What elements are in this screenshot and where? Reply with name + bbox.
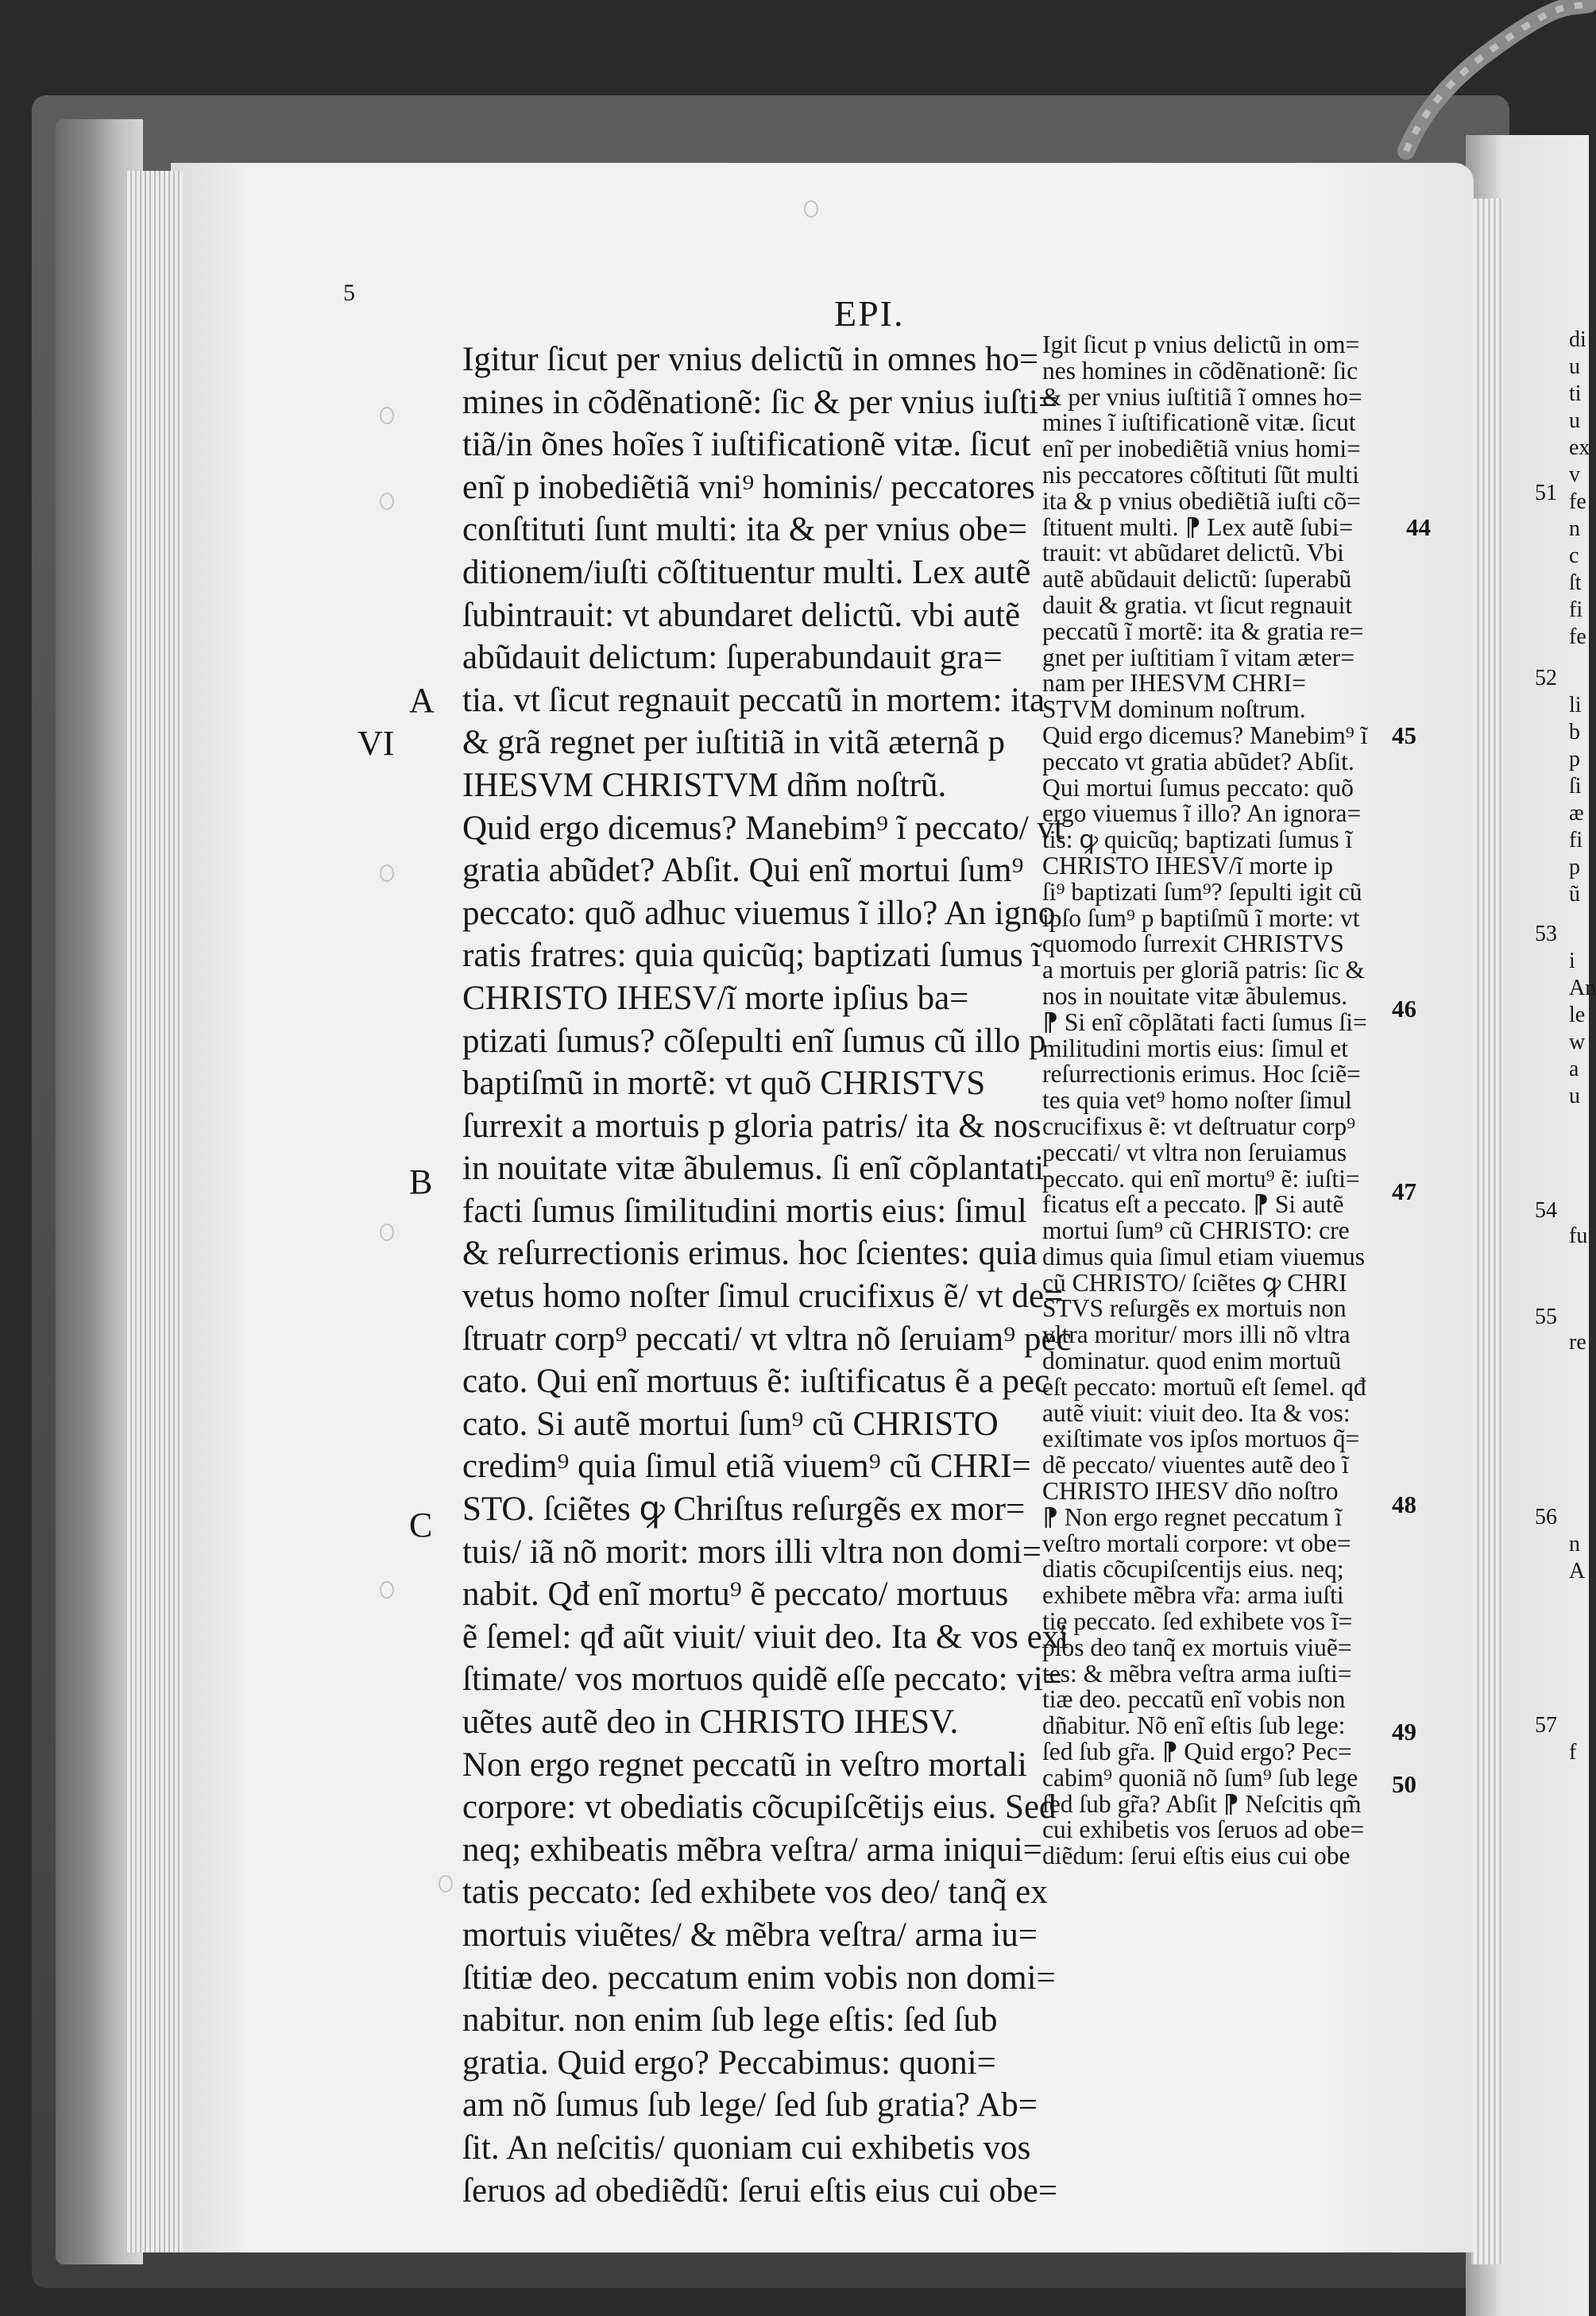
gloss-text-line: dauit & gratia. vt ſicut regnauit [1042,590,1353,619]
facing-page-number: 53 [1535,922,1557,946]
main-text-line: mines in cõdẽnationẽ: ſic & per vnius iuſti= [462,383,1058,421]
main-text-line: credim⁹ quia ſimul etiã viuem⁹ cũ CHRI= [462,1448,1031,1486]
gloss-text-line: Quid ergo dicemus? Manebim⁹ ĩ [1042,721,1368,749]
verse-number: 50 [1392,1770,1416,1798]
margin-hole [380,493,394,510]
gloss-text-line: ergo viuemus ĩ illo? An ignora= [1042,799,1362,828]
main-text-line: vetus homo noſter ſimul crucifixus ẽ/ vt de= [462,1278,1064,1316]
chapter-mark: VI [357,724,395,763]
main-text-line: ſurrexit a mortuis p gloria patris/ ita & nos [462,1107,1041,1145]
main-text-line: nabit. Qđ enĩ mortu⁹ ẽ peccato/ mortuus [462,1576,1009,1614]
facing-page-fragment: fi [1569,828,1583,853]
facing-page-number: 54 [1535,1198,1557,1223]
margin-letter-c: C [409,1506,433,1545]
gloss-text-line: ſtituent multi. ⁋ Lex autẽ ſubi= [1042,512,1354,541]
facing-page-fragment: p [1569,855,1580,880]
margin-letter-b: B [409,1162,433,1201]
gloss-text-line: nam per IHESVM CHRI= [1042,669,1306,698]
facing-page-fragment: p [1569,747,1580,771]
verse-number: 48 [1392,1491,1416,1518]
verse-number: 46 [1392,995,1416,1023]
facing-page-fragment: i [1569,949,1575,973]
main-text-line: Quid ergo dicemus? Manebim⁹ ĩ peccato/ vt [462,809,1064,847]
gloss-text-line: eſt peccato: mortuũ eſt ſemel. qđ [1042,1372,1366,1401]
main-text-line: baptiſmũ in mortẽ: vt quõ CHRISTVS [462,1065,986,1103]
main-text-line: uẽtes autẽ deo in CHRISTO IHESV. [462,1703,959,1741]
page-edges [127,171,183,2252]
gloss-text-line: ſi⁹ baptizati ſum⁹? ſepulti igit cũ [1042,877,1362,906]
facing-page-fragment: di [1569,327,1586,352]
gloss-text-line: cabim⁹ quoniã nõ ſum⁹ ſub lege [1042,1763,1358,1792]
gloss-text-line: peccatũ ĩ mortẽ: ita & gratia re= [1042,617,1364,645]
main-text-line: & reſurrectionis erimus. hoc ſcientes: quia [462,1235,1038,1273]
facing-page-fragment: ex [1569,435,1590,460]
facing-page-fragment: u [1569,354,1580,379]
gloss-text-line: reſurrectionis erimus. Hoc ſciẽ= [1042,1060,1361,1088]
running-head: EPI. [834,293,905,334]
main-text-line: IHESVM CHRISTVM dñm noſtrũ. [462,766,947,804]
facing-page-fragment: a [1569,1057,1579,1081]
gloss-text-line: exiſtimate vos ipſos mortuos q̃= [1042,1425,1360,1453]
facing-page-fragment: fi [1569,597,1583,622]
main-text-line: facti ſumus ſimilitudini mortis eius: ſimul [462,1192,1027,1230]
gloss-text-line: autẽ abũdauit delictũ: ſuperabũ [1042,565,1352,593]
gloss-text-line: diẽdum: ſerui eſtis eius cui obe [1042,1842,1351,1870]
facing-page-fragment: ti [1569,381,1582,406]
facing-page-fragment: f [1569,1740,1577,1765]
gloss-text-column [1042,332,1367,1869]
gloss-text-line: a mortuis per gloriã patris: ſic & [1042,956,1365,984]
main-text-line: Igitur ſicut per vnius delictũ in omnes ho= [462,341,1039,378]
gloss-text-line: dñabitur. Nõ enĩ eſtis ſub lege: [1042,1711,1346,1740]
main-text-line: peccato: quõ adhuc viuemus ĩ illo? An igno [462,894,1056,932]
gloss-text-line: dẽ peccato/ viuentes autẽ deo ĩ [1042,1451,1349,1479]
gloss-text-line: ⁋ Non ergo regnet peccatum ĩ [1042,1502,1343,1531]
facing-page-fragment: n [1569,1532,1580,1556]
gloss-text-line: militudini mortis eius: ſimul et [1042,1034,1348,1062]
gloss-text-line: STVM dominum noſtrum. [1042,695,1306,724]
gloss-text-line: CHRISTO IHESV/ĩ morte ip [1042,851,1334,880]
facing-page-number: 55 [1535,1305,1557,1329]
main-text-line: cato. Qui enĩ mortuus ẽ: iuſtificatus ẽ a pec [462,1363,1050,1401]
gloss-text-line: exhibete mẽbra vr̃a: arma iuſti [1042,1581,1344,1610]
facing-page-number: 56 [1535,1505,1557,1529]
margin-hole [439,1875,453,1893]
main-text-line: cato. Si autẽ mortui ſum⁹ cũ CHRISTO [462,1405,999,1443]
gloss-text-line: nis peccatores cõſtituti ſũt multi [1042,460,1359,489]
main-text-line: in nouitate vitæ ãbulemus. ſi enĩ cõplantati [462,1150,1045,1188]
margin-hole [380,864,394,882]
gloss-text-line: nes homines in cõdẽnationẽ: ſic [1042,356,1358,385]
facing-page-number: 57 [1535,1713,1557,1738]
gloss-text-line: ipſo ſum⁹ p baptiſmũ ĩ morte: vt [1042,903,1360,932]
main-text-line: ſeruos ad obediẽdũ: ſerui eſtis eius cui obe= [462,2171,1058,2210]
folio-mark: 5 [343,280,355,306]
gloss-text-line: tes: & mẽbra veſtra arma iuſti= [1042,1659,1352,1688]
main-text-line: tia. vt ſicut regnauit peccatũ in mortem: ita [462,681,1045,719]
gloss-text-line: mines ĩ iuſtificationẽ vitæ. ſicut [1042,408,1356,437]
main-text-line: Non ergo regnet peccatũ in veſtro mortali [462,1746,1027,1784]
margin-letter-a: A [409,681,435,720]
main-text-line: ratis fratres: quia quicũq; baptizati ſumus ĩ [462,937,1041,975]
gloss-text-line: ⁋ Si enĩ cõplãtati facti ſumus ſi= [1042,1007,1367,1036]
gloss-text-line: ſed ſub gr̃a? Abſit ⁋ Neſcitis qm̃ [1042,1789,1362,1818]
main-text-line: mortuis viuẽtes/ & mẽbra veſtra/ arma iu= [462,1916,1038,1954]
gloss-text-line: quomodo ſurrexit CHRISTVS [1042,930,1344,958]
gloss-text-line: ita & p vnius obediẽtiã iuſti cõ= [1042,486,1361,515]
main-text-line: ſubintrauit: vt abundaret delictũ. vbi autẽ [462,596,1021,634]
gloss-text-line: peccato. qui enĩ mortu⁹ ẽ: iuſti= [1042,1164,1360,1193]
main-text-line: neq; exhibeatis mẽbra veſtra/ arma iniqui= [462,1831,1042,1869]
gloss-text-line: autẽ viuit: viuit deo. Ita & vos: [1042,1398,1351,1427]
main-text-line: tiã/in õnes hoĩes ĩ iuſtificationẽ vitæ. ſicut [462,426,1031,464]
main-text-line: tatis peccato: ſed exhibete vos deo/ tanq̃ ex [462,1873,1048,1912]
facing-page-fragment: u [1569,408,1580,433]
facing-page-fragment: A [1569,1559,1586,1583]
facing-page-fragment: æ [1569,801,1584,825]
gloss-text-line: peccati/ vt vltra non ſeruiamus [1042,1138,1347,1166]
verse-number: 44 [1406,513,1431,541]
main-text-line: ſtitiæ deo. peccatum enim vobis non domi= [462,1958,1056,1997]
main-text-line: tuis/ iã nõ morit: mors illi vltra non domi= [462,1533,1041,1571]
main-text-line: conſtituti ſunt multi: ita & per vnius obe= [462,511,1027,549]
facing-page-edges [1471,199,1503,2264]
main-text-line: abũdauit delictum: ſuperabundauit gra= [462,639,1003,677]
main-text-line: & grã regnet per iuſtitiã in vitã æternã p [462,724,1006,762]
facing-page-fragment: li [1569,693,1582,717]
gloss-text-line: tię peccato. ſed exhibete vos ĩ= [1042,1607,1353,1636]
main-text-line: ptizati ſumus? cõſepulti enĩ ſumus cũ illo p [462,1022,1046,1060]
facing-page-fragment: c [1569,543,1579,568]
gloss-text-line: dominatur. quod enim mortuũ [1042,1347,1342,1375]
main-text-line: am nõ ſumus ſub lege/ ſed ſub gratia? Ab= [462,2086,1038,2125]
main-text-line: CHRISTO IHESV/ĩ morte ipſius ba= [462,979,969,1017]
margin-hole [380,407,394,424]
gloss-text-line: ſed ſub gr̃a. ⁋ Quid ergo? Pec= [1042,1738,1352,1766]
main-text-line: gratia. Quid ergo? Peccabimus: quoni= [462,2043,996,2082]
gloss-text-line: Igit ſicut p vnius delictũ in om= [1042,331,1360,358]
facing-page-fragment: ſi [1569,774,1582,798]
gloss-text-line: pſos deo tanq̃ ex mortuis viuẽ= [1042,1633,1352,1661]
facing-page-fragment: n [1569,516,1580,541]
verse-number: 49 [1392,1718,1416,1746]
gloss-text-line: cũ CHRISTO/ ſciẽtes ꝙ CHRI [1042,1268,1347,1297]
margin-hole [804,200,818,218]
facing-page-fragment: An [1569,976,1596,1000]
main-text-line: corpore: vt obediatis cõcupiſcẽtijs eius. Sed [462,1788,1057,1827]
margin-hole [380,1224,394,1241]
margin-hole [380,1581,394,1599]
facing-page-fragment: fu [1569,1224,1588,1248]
gloss-text-line: STVS reſurgẽs ex mortuis non [1042,1294,1347,1323]
gloss-text-line: & per vnius iuſtitiã ĩ omnes ho= [1042,382,1362,411]
gloss-text-line: ficatus eſt a peccato. ⁋ Si autẽ [1042,1190,1344,1219]
main-text-line: ſit. An neſcitis/ quoniam cui exhibetis vos [462,2128,1031,2167]
facing-page-fragment: fe [1569,624,1586,649]
main-text-line: ditionem/iuſti cõſtituentur multi. Lex autẽ [462,553,1031,591]
gloss-text-line: gnet per iuſtitiam ĩ vitam æter= [1042,643,1355,671]
facing-page-fragment: b [1569,720,1580,744]
gloss-text-line: tiæ deo. peccatũ enĩ vobis non [1042,1685,1346,1714]
gloss-text-line: tis: ꝙ quicũq; baptizati ſumus ĩ [1042,825,1353,854]
facing-page-fragment: fe [1569,489,1586,514]
gloss-text-line: crucifixus ẽ: vt deſtruatur corp⁹ [1042,1112,1356,1140]
facing-page-number: 52 [1535,666,1557,690]
gloss-text-line: diatis cõcupiſcentijs eius. neq; [1042,1555,1344,1583]
main-text-line: ſtruatr corp⁹ peccati/ vt vltra nõ ſeruiam⁹ pec [462,1320,1072,1358]
main-text-line: gratia abũdet? Abſit. Qui enĩ mortui ſum⁹ [462,852,1024,890]
main-text-line: nabitur. non enim ſub lege eſtis: ſed ſub [462,2001,998,2040]
facing-page-fragment: v [1569,462,1580,487]
facing-page-fragment: ſt [1569,570,1582,595]
gloss-text-line: Qui mortui ſumus peccato: quõ [1042,773,1354,802]
gloss-text-line: trauit: vt abũdaret delictũ. Vbi [1042,539,1344,567]
verse-number: 45 [1392,721,1416,749]
facing-page-number: 51 [1535,481,1557,505]
gloss-text-line: vltra moritur/ mors illi nõ vltra [1042,1320,1351,1349]
gloss-text-line: nos in nouitate vitæ ãbulemus. [1042,981,1348,1010]
main-text-line: ſtimate/ vos mortuos quidẽ eſſe peccato: vi= [462,1661,1063,1699]
main-text-line: STO. ſciẽtes ꝙ Chriſtus reſurgẽs ex mor= [462,1491,1026,1529]
gloss-text-line: CHRISTO IHESV dño noſtro [1042,1477,1339,1506]
gloss-text-line: enĩ per inobediẽtiã vnius homi= [1042,435,1361,463]
gloss-text-line: mortui ſum⁹ cũ CHRISTO: cre [1042,1216,1350,1245]
gloss-text-line: veſtro mortali corpore: vt obe= [1042,1529,1351,1557]
main-text-column [462,338,1072,2212]
verse-number: 47 [1392,1177,1416,1205]
facing-page-fragment: le [1569,1003,1586,1027]
facing-page-fragment: ũ [1569,882,1580,907]
facing-page-fragment: re [1569,1330,1586,1355]
facing-page-fragment: u [1569,1084,1580,1108]
main-text-line: enĩ p inobediẽtiã vni⁹ hominis/ peccatores [462,468,1035,506]
gloss-text-line: cui exhibetis vos ſeruos ad obe= [1042,1815,1365,1844]
main-text-line: ẽ ſemel: qđ aũt viuit/ viuit deo. Ita & vos exi [462,1618,1069,1656]
binding-string [1374,0,1589,159]
gloss-text-line: tes quia vet⁹ homo noſter ſimul [1042,1086,1352,1115]
gloss-text-line: dimus quia ſimul etiam viuemus [1042,1242,1365,1270]
facing-page-fragment: w [1569,1030,1586,1054]
gloss-text-line: peccato vt gratia abũdet? Abſit. [1042,747,1354,775]
